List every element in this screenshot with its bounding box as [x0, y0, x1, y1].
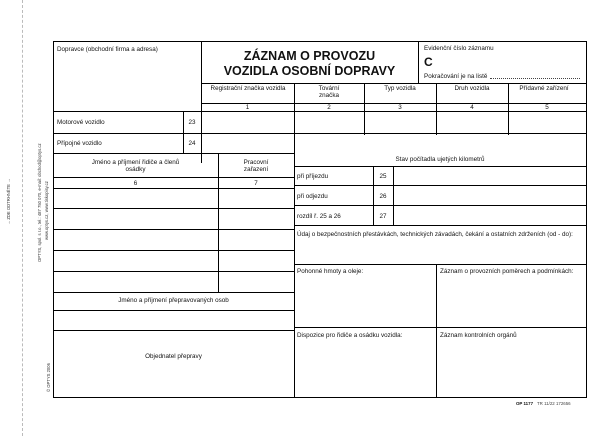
orderer-label: Objednatel přepravy [145, 353, 202, 360]
odometer-departure-label: při odjezdu [297, 193, 328, 200]
safety-breaks-label: Údaj o bezpečnostních přestávkách, technických závadách, čekání a ostatních zdrženích (od - do): [297, 231, 573, 238]
column-number-2: 2 [327, 104, 331, 111]
odometer-number-25: 25 [379, 173, 387, 180]
row-label-motor-vehicle: Motorové vozidlo [57, 119, 105, 126]
column-number-3: 3 [398, 104, 402, 111]
form-title-line1: ZÁZNAM O PROVOZU [243, 49, 376, 63]
form-title [201, 49, 418, 79]
column-header-make: Tovární značka [318, 85, 340, 99]
control-bodies-label: Záznam kontrolních orgánů [440, 332, 517, 339]
operating-conditions-label: Záznam o provozních poměrech a podmínkách: [440, 268, 574, 275]
cut-here-text: → ZDE ODTRHNĚTE → [6, 178, 11, 225]
dispatch-label: Dispozice pro řidiče a osádku vozidla: [297, 332, 403, 339]
row-number-23: 23 [188, 119, 196, 126]
column-header-kind: Druh vozidla [454, 85, 490, 92]
copyright-text: © OPTYS 2006 [46, 363, 51, 392]
form-title-line2: VOZIDLA OSOBNÍ DOPRAVY [223, 64, 396, 78]
crew-name-header: Jméno a příjmení řidiče a členů osádky [91, 159, 180, 173]
crew-role-header: Pracovní zařazení [243, 159, 269, 173]
record-letter: C [424, 55, 433, 69]
publisher-web: www.optys.cz, www.tiskopisy.cz [44, 181, 49, 240]
odometer-title: Stav počítadla ujetých kilometrů [395, 156, 485, 163]
form-code: OP 1177 [516, 401, 534, 406]
crew-name-number: 6 [133, 180, 138, 187]
continuation-dotted-line[interactable] [490, 78, 580, 79]
fuel-label: Pohonné hmoty a oleje: [297, 268, 364, 275]
odometer-number-26: 26 [379, 193, 387, 200]
column-number-5: 5 [545, 104, 549, 111]
column-header-equipment: Přídavné zařízení [519, 85, 569, 92]
tear-off-line [22, 0, 23, 436]
row-label-trailer: Přípojné vozidlo [57, 140, 102, 147]
continuation-label: Pokračování je na listě [424, 73, 488, 80]
record-number-label: Evidenční číslo záznamu [424, 45, 494, 52]
passengers-label: Jméno a příjmení přepravovaných osob [118, 297, 229, 304]
form-print-code: TR 11/22 172656 [537, 401, 571, 406]
row-number-24: 24 [188, 140, 196, 147]
carrier-label: Dopravce (obchodní firma a adresa) [57, 46, 158, 53]
column-header-type: Typ vozidla [384, 85, 416, 92]
column-number-1: 1 [245, 104, 250, 111]
column-header-registration: Registrační značka vozidla [210, 85, 286, 92]
odometer-arrival-label: při příjezdu [297, 173, 329, 180]
column-number-4: 4 [470, 104, 474, 111]
publisher-info: OPTYS, spol. s r.o., tel.: 487 750 070, e-mail: obchod@optys.cz [37, 143, 42, 262]
crew-role-number: 7 [254, 180, 258, 187]
odometer-difference-label: rozdíl ř. 25 a 26 [297, 213, 341, 220]
odometer-number-27: 27 [379, 213, 387, 220]
